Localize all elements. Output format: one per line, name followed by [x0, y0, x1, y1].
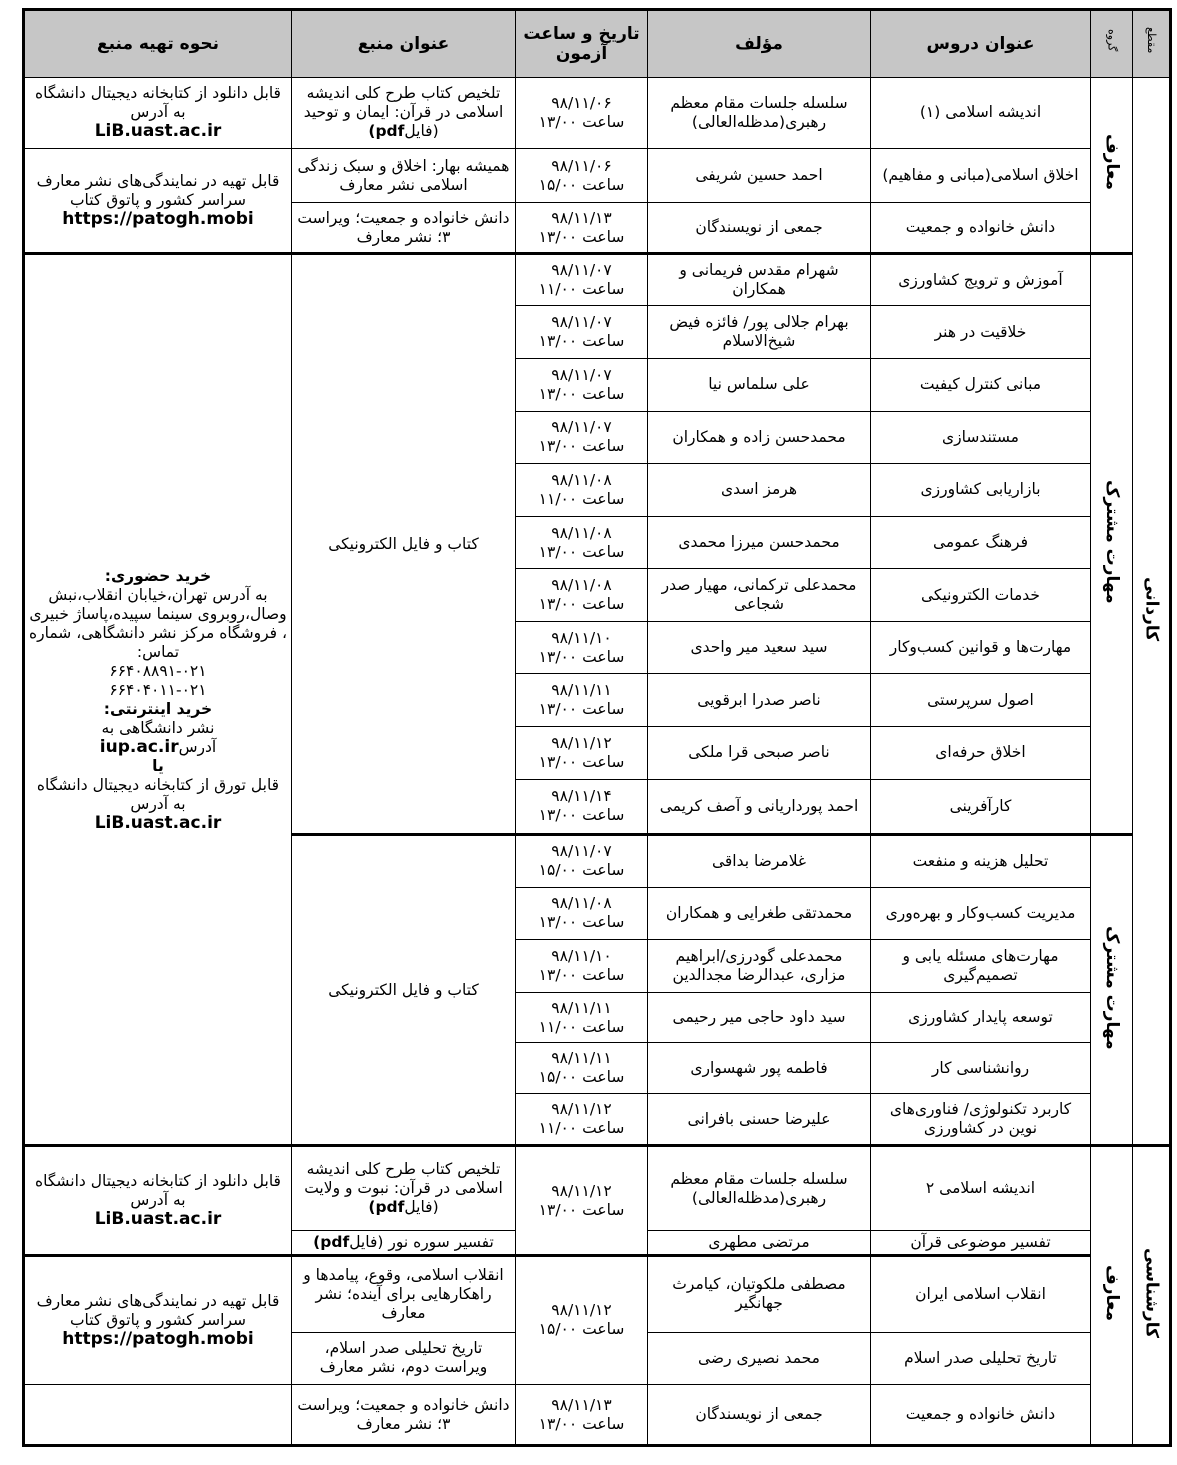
course-cell: دانش خانواده و جمعیت [871, 203, 1091, 254]
author-cell: سید داود حاجی میر رحیمی [648, 992, 871, 1043]
course-cell: کاربرد تکنولوژی/ فناوری‌های نوین در کشاورزی [871, 1093, 1091, 1146]
header-group: گروه [1091, 10, 1133, 78]
exam-cell: ۹۸/۱۱/۰۸ ساعت ۱۱/۰۰ [516, 464, 648, 517]
exam-cell: ۹۸/۱۱/۱۱ ساعت ۱۵/۰۰ [516, 1043, 648, 1094]
source-book-electronic-2: کتاب و فایل الکترونیکی [292, 835, 516, 1146]
course-cell: آموزش و ترویج کشاورزی [871, 253, 1091, 306]
exam-cell: ۹۸/۱۱/۱۲ ساعت ۱۱/۰۰ [516, 1093, 648, 1146]
exam-cell: ۹۸/۱۱/۰۶ ساعت ۱۳/۰۰ [516, 78, 648, 149]
table-row [24, 253, 1171, 306]
author-cell: سید سعید میر واحدی [648, 621, 871, 674]
header-exam: تاریخ و ساعت آزمون [516, 10, 648, 78]
author-cell: محمدحسن میرزا محمدی [648, 516, 871, 569]
method-agency-2: قابل تهیه در نمایندگی‌های نشر معارف سراسر کشور و پاتوق کتاب https://patogh.mobi [24, 1255, 292, 1384]
header-level: مقطع [1133, 10, 1171, 78]
course-cell: خدمات الکترونیکی [871, 569, 1091, 622]
header-source: عنوان منبع [292, 10, 516, 78]
table-row [24, 78, 1171, 149]
header-method: نحوه تهیه منبع [24, 10, 292, 78]
exam-cell: ۹۸/۱۱/۰۸ ساعت ۱۳/۰۰ [516, 569, 648, 622]
source-cell: تفسیر سوره نور (فایلpdf) [292, 1231, 516, 1255]
author-cell: سلسله جلسات مقام معظم رهبری(مدظله‌العالی) [648, 78, 871, 149]
course-cell: توسعه پایدار کشاورزی [871, 992, 1091, 1043]
author-cell: جمعی از نویسندگان [648, 1385, 871, 1446]
course-cell: دانش خانواده و جمعیت [871, 1385, 1091, 1446]
header-author: مؤلف [648, 10, 871, 78]
course-cell: مدیریت کسب‌وکار و بهره‌وری [871, 887, 1091, 940]
author-cell: هرمز اسدی [648, 464, 871, 517]
group-maharat-1: مهارت مشترک [1091, 253, 1133, 834]
exam-cell: ۹۸/۱۱/۰۷ ساعت ۱۱/۰۰ [516, 253, 648, 306]
exam-cell: ۹۸/۱۱/۱۱ ساعت ۱۳/۰۰ [516, 674, 648, 727]
group-maaref-2: معارف [1091, 1146, 1133, 1446]
course-cell: مهارت‌های مسئله یابی و تصمیم‌گیری [871, 940, 1091, 993]
exam-cell: ۹۸/۱۱/۰۷ ساعت ۱۵/۰۰ [516, 835, 648, 888]
exam-cell: ۹۸/۱۱/۱۰ ساعت ۱۳/۰۰ [516, 621, 648, 674]
course-cell: انقلاب اسلامی ایران [871, 1255, 1091, 1332]
course-cell: تحلیل هزینه و منفعت [871, 835, 1091, 888]
author-cell: شهرام مقدس فریمانی و همکاران [648, 253, 871, 306]
author-cell: محمدعلی گودرزی/ابراهیم مزاری، عبدالرضا مجدالدین [648, 940, 871, 993]
author-cell: علی سلماس نیا [648, 359, 871, 412]
author-cell: فاطمه پور شهسواری [648, 1043, 871, 1094]
exam-cell: ۹۸/۱۱/۰۷ ساعت ۱۳/۰۰ [516, 306, 648, 359]
course-cell: تاریخ تحلیلی صدر اسلام [871, 1332, 1091, 1385]
exam-cell: ۹۸/۱۱/۱۱ ساعت ۱۱/۰۰ [516, 992, 648, 1043]
source-cell: دانش خانواده و جمعیت؛ ویراست ۳؛ نشر معارف [292, 203, 516, 254]
course-cell: روانشناسی کار [871, 1043, 1091, 1094]
course-cell: اصول سرپرستی [871, 674, 1091, 727]
author-cell: مرتضی مطهری [648, 1231, 871, 1255]
exam-cell: ۹۸/۱۱/۱۳ ساعت ۱۳/۰۰ [516, 1385, 648, 1446]
group-maaref: معارف [1091, 78, 1133, 254]
course-cell: فرهنگ عمومی [871, 516, 1091, 569]
author-cell: سلسله جلسات مقام معظم رهبری(مدظله‌العالی) [648, 1146, 871, 1231]
table-row [24, 1255, 1171, 1332]
exam-schedule-table [22, 8, 1172, 1447]
source-cell: دانش خانواده و جمعیت؛ ویراست ۳؛ نشر معارف [292, 1385, 516, 1446]
course-cell: اندیشه اسلامی ۲ [871, 1146, 1091, 1231]
course-cell: مبانی کنترل کیفیت [871, 359, 1091, 412]
author-cell: احمد حسین شریفی [648, 148, 871, 203]
author-cell: غلامرضا بداقی [648, 835, 871, 888]
exam-cell: ۹۸/۱۱/۱۴ ساعت ۱۳/۰۰ [516, 779, 648, 835]
method-empty [24, 1385, 292, 1446]
header-course: عنوان دروس [871, 10, 1091, 78]
exam-cell: ۹۸/۱۱/۰۸ ساعت ۱۳/۰۰ [516, 516, 648, 569]
author-cell: ناصر صدرا ابرقویی [648, 674, 871, 727]
author-cell: محمد نصیری رضی [648, 1332, 871, 1385]
author-cell: مصطفی ملکوتیان، کیامرث جهانگیر [648, 1255, 871, 1332]
table-row [24, 1385, 1171, 1446]
source-cell: تلخیص کتاب طرح کلی اندیشه اسلامی در قرآن: ایمان و توحید (فایلpdf) [292, 78, 516, 149]
course-cell: مستندسازی [871, 411, 1091, 464]
source-cell: تاریخ تحلیلی صدر اسلام، ویراست دوم، نشر معارف [292, 1332, 516, 1385]
course-cell: اخلاق حرفه‌ای [871, 726, 1091, 779]
exam-cell: ۹۸/۱۱/۰۸ ساعت ۱۳/۰۰ [516, 887, 648, 940]
exam-cell: ۹۸/۱۱/۱۲ ساعت ۱۵/۰۰ [516, 1255, 648, 1384]
method-purchase: خرید حضوری: به آدرس تهران،خیابان انقلاب،نبش وصال،روبروی سینما سپیده،پاساژ خبیری ، فروشگاه مرکز نشر دانشگاهی، شماره تماس: ۶۶۴۰۸۸۹۱-۰۲۱ ۶۶۴۰۴۰۱۱-۰۲۱ خرید اینترنتی: نشر دانشگاهی به آدرسiup.ac.ir یا قابل تورق از کتابخانه دیجیتال دانشگاه به آدرس LiB.uast.ac.ir [24, 253, 292, 1146]
author-cell: محمدعلی ترکمانی، مهیار صدر شجاعی [648, 569, 871, 622]
table-row [24, 148, 1171, 203]
level-kardani: کاردانی [1133, 78, 1171, 1146]
course-cell: خلاقیت در هنر [871, 306, 1091, 359]
author-cell: علیرضا حسنی بافرانی [648, 1093, 871, 1146]
exam-cell: ۹۸/۱۱/۱۲ ساعت ۱۳/۰۰ [516, 726, 648, 779]
author-cell: ناصر صبحی قرا ملکی [648, 726, 871, 779]
level-karshenasi: کارشناسی [1133, 1146, 1171, 1446]
course-cell: اندیشه اسلامی (۱) [871, 78, 1091, 149]
source-cell: تلخیص کتاب طرح کلی اندیشه اسلامی در قرآن: نبوت و ولایت (فایلpdf) [292, 1146, 516, 1231]
exam-cell: ۹۸/۱۱/۱۰ ساعت ۱۳/۰۰ [516, 940, 648, 993]
group-maharat-2: مهارت مشترک [1091, 835, 1133, 1146]
source-book-electronic-1: کتاب و فایل الکترونیکی [292, 253, 516, 834]
method-download-2: قابل دانلود از کتابخانه دیجیتال دانشگاه به آدرس LiB.uast.ac.ir [24, 1146, 292, 1255]
author-cell: محمدتقی طغرایی و همکاران [648, 887, 871, 940]
author-cell: بهرام جلالی پور/ فائزه فیض شیخ‌الاسلام [648, 306, 871, 359]
method-download-1: قابل دانلود از کتابخانه دیجیتال دانشگاه به آدرس LiB.uast.ac.ir [24, 78, 292, 149]
exam-cell: ۹۸/۱۱/۱۲ ساعت ۱۳/۰۰ [516, 1146, 648, 1255]
method-agency-1: قابل تهیه در نمایندگی‌های نشر معارف سراسر کشور و پاتوق کتاب https://patogh.mobi [24, 148, 292, 253]
author-cell: محمدحسن زاده و همکاران [648, 411, 871, 464]
exam-cell: ۹۸/۱۱/۰۶ ساعت ۱۵/۰۰ [516, 148, 648, 203]
exam-cell: ۹۸/۱۱/۱۳ ساعت ۱۳/۰۰ [516, 203, 648, 254]
source-cell: همیشه بهار: اخلاق و سبک زندگی اسلامی نشر معارف [292, 148, 516, 203]
course-cell: مهارت‌ها و قوانین کسب‌وکار [871, 621, 1091, 674]
author-cell: جمعی از نویسندگان [648, 203, 871, 254]
header-row [24, 10, 1171, 78]
author-cell: احمد پورداریانی و آصف کریمی [648, 779, 871, 835]
course-cell: کارآفرینی [871, 779, 1091, 835]
table-row [24, 1146, 1171, 1231]
course-cell: بازاریابی کشاورزی [871, 464, 1091, 517]
course-cell: اخلاق اسلامی(مبانی و مفاهیم) [871, 148, 1091, 203]
exam-cell: ۹۸/۱۱/۰۷ ساعت ۱۳/۰۰ [516, 411, 648, 464]
source-cell: انقلاب اسلامی، وقوع، پیامدها و راهکارهایی برای آینده؛ نشر معارف [292, 1255, 516, 1332]
exam-cell: ۹۸/۱۱/۰۷ ساعت ۱۳/۰۰ [516, 359, 648, 412]
course-cell: تفسیر موضوعی قرآن [871, 1231, 1091, 1255]
